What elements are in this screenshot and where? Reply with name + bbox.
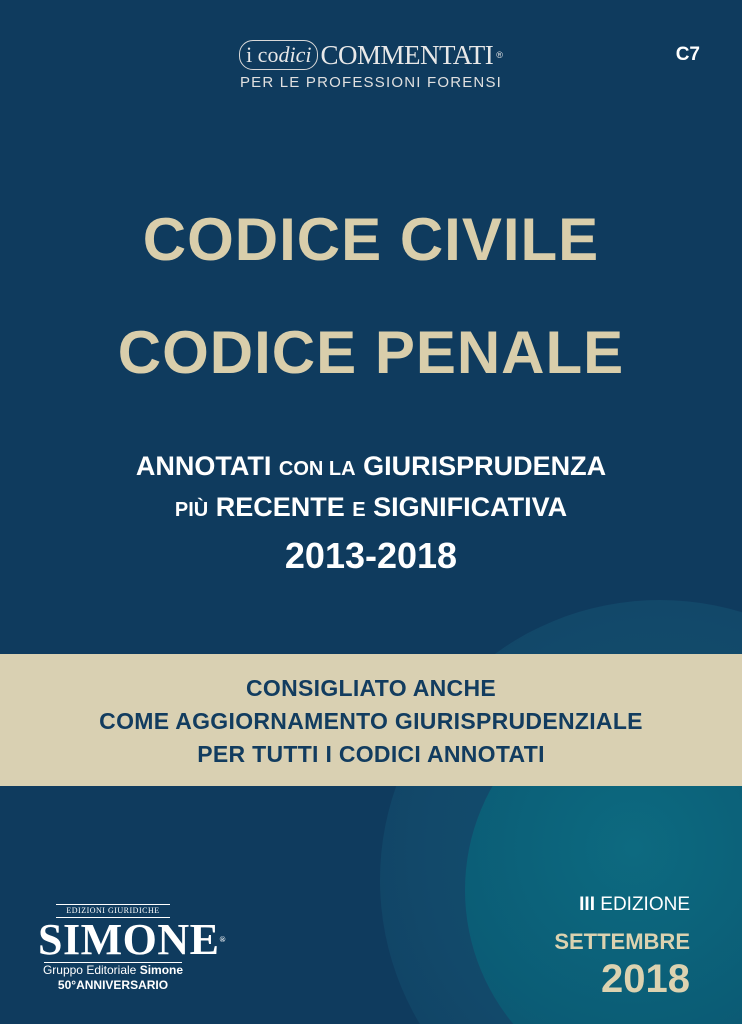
subtitle-small-word: PIÙ — [174, 499, 209, 521]
band-line-3: PER TUTTI I CODICI ANNOTATI — [197, 741, 545, 767]
subtitle-small-word: CON LA — [278, 458, 356, 480]
subtitle-word: ANNOTATI — [135, 451, 272, 481]
edition-label — [579, 894, 690, 916]
series-pill-text: i co — [246, 42, 279, 67]
series-logo-line — [239, 40, 503, 70]
publisher-name — [38, 915, 226, 964]
publisher-name-text: SIMONE — [38, 915, 220, 964]
publisher-group — [38, 963, 188, 978]
publisher-group-text: Gruppo Editoriale — [42, 963, 137, 977]
title-line-2: CODICE PENALE — [117, 319, 625, 386]
subtitle-line-1 — [0, 448, 742, 487]
publisher-logo — [38, 904, 226, 992]
edition-month: SETTEMBRE — [554, 929, 690, 954]
band-line-2: COME AGGIORNAMENTO GIURISPRUDENZIALE — [99, 708, 643, 734]
registered-mark: ® — [496, 50, 503, 60]
title-line-1: CODICE CIVILE — [142, 206, 600, 273]
subtitle-word: GIURISPRUDENZA — [363, 451, 607, 481]
band-line-1: CONSIGLIATO ANCHE — [245, 675, 496, 701]
publisher-registered-mark: ® — [219, 935, 226, 944]
series-subtitle: PER LE PROFESSIONI FORENSI — [239, 74, 503, 91]
edition-word: EDIZIONE — [600, 894, 690, 915]
edition-year: 2018 — [601, 957, 690, 1001]
publisher-anniversary: 50°ANNIVERSARIO — [57, 978, 169, 992]
series-logo-pill — [239, 40, 318, 70]
subtitle-small-word: E — [352, 499, 366, 521]
series-pill-italic: dici — [278, 42, 312, 67]
publisher-group-name: Simone — [139, 963, 184, 977]
subtitle-word: RECENTE — [215, 492, 345, 522]
publisher-top-text: EDIZIONI GIURIDICHE — [56, 904, 170, 918]
series-logo — [0, 40, 742, 91]
years-range: 2013-2018 — [284, 535, 458, 576]
series-name: COMMENTATI — [320, 40, 494, 70]
edition-number: III — [579, 894, 595, 915]
subtitle-word: SIGNIFICATIVA — [373, 492, 568, 522]
volume-code: C7 — [675, 44, 700, 65]
subtitle-line-2 — [0, 489, 742, 528]
